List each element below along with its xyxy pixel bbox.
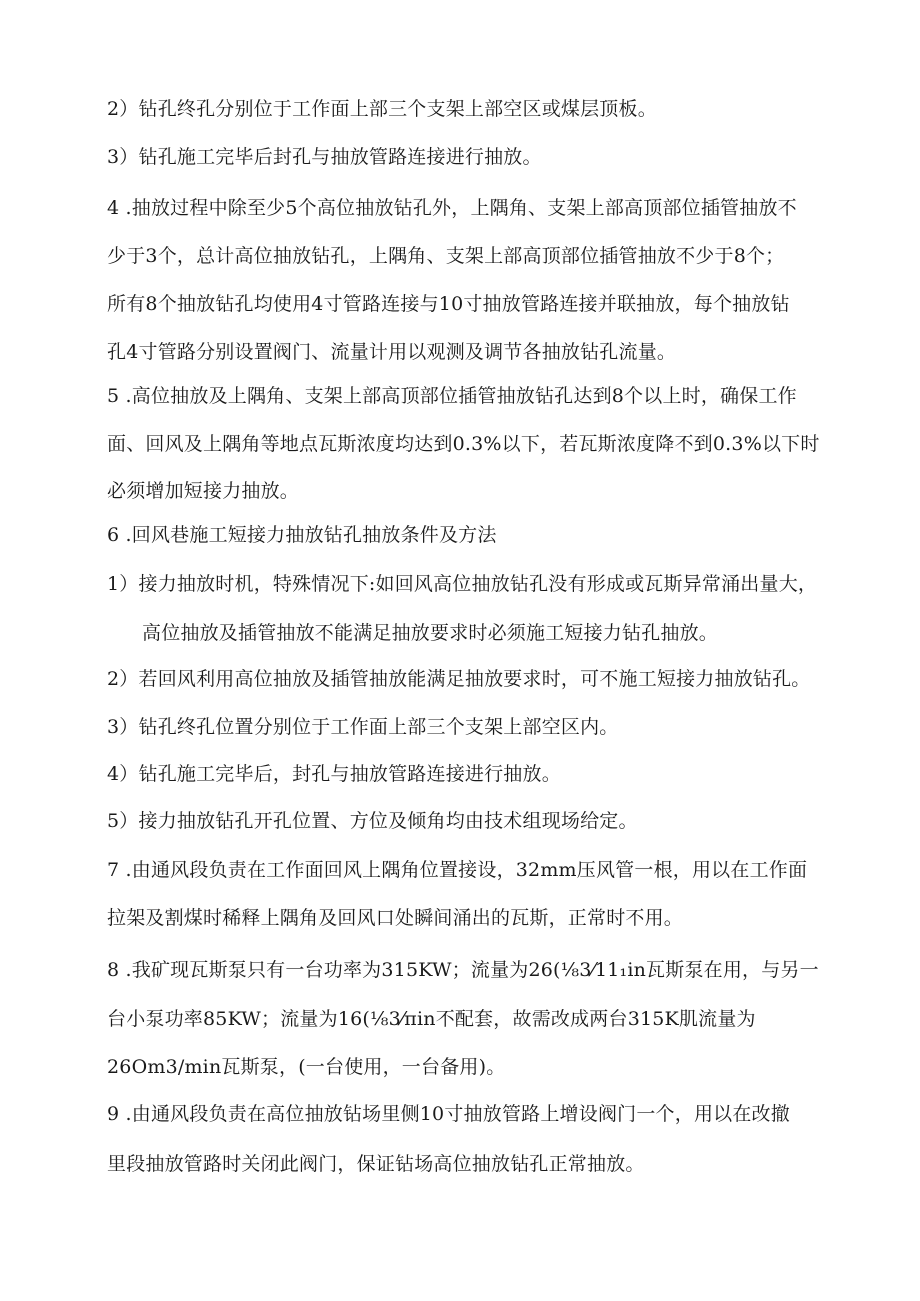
text-line-item5-line1: 5 .高位抽放及上隅角、支架上部高顶部位插管抽放钻孔达到8个以上时，确保工作 — [107, 385, 797, 407]
text-line-item8-line1: 8 .我矿现瓦斯泵只有一台功率为315KW；流量为26(⅛3⁄11₁in瓦斯泵在用，与另一 — [107, 959, 819, 981]
text-line-item4-line1: 4 .抽放过程中除至少5个高位抽放钻孔外，上隅角、支架上部高顶部位插管抽放不 — [107, 197, 797, 219]
text-line-item6-sub2: 2）若回风利用高位抽放及插管抽放能满足抽放要求时，可不施工短接力抽放钻孔。 — [107, 668, 811, 690]
text-line-item6-heading: 6 .回风巷施工短接力抽放钻孔抽放条件及方法 — [107, 524, 497, 546]
text-line-item4-line3: 所有8个抽放钻孔均使用4寸管路连接与10寸抽放管路连接并联抽放，每个抽放钻 — [107, 293, 790, 315]
text-line-item6-sub1-line2: 高位抽放及插管抽放不能满足抽放要求时必须施工短接力钻孔抽放。 — [142, 622, 719, 644]
text-line-item6-sub5: 5）接力抽放钻孔开孔位置、方位及倾角均由技术组现场给定。 — [107, 810, 638, 832]
text-line-item8-line2: 台小泵功率85KW；流量为16(⅛3⁄πin不配套，故需改成两台315K肌流量为 — [107, 1008, 756, 1030]
text-line-item5-line2: 面、回风及上隅角等地点瓦斯浓度均达到0.3%以下，若瓦斯浓度降不到0.3%以下时 — [107, 433, 820, 455]
text-line-item9-line1: 9 .由通风段负责在高位抽放钻场里侧10寸抽放管路上增设阀门一个，用以在改撤 — [107, 1103, 790, 1125]
text-line-item6-sub1-line1: 1）接力抽放时机，特殊情况下:如回风高位抽放钻孔没有形成或瓦斯异常涌出量大， — [107, 573, 818, 595]
text-line-item3-seal-connect: 3）钻孔施工完毕后封孔与抽放管路连接进行抽放。 — [107, 146, 542, 168]
text-line-item4-line4: 孔4寸管路分别设置阀门、流量计用以观测及调节各抽放钻孔流量。 — [107, 341, 677, 363]
text-line-item9-line2: 里段抽放管路时关闭此阀门，保证钻场高位抽放钻孔正常抽放。 — [107, 1153, 645, 1175]
text-line-item2-drill-terminal: 2）钻孔终孔分别位于工作面上部三个支架上部空区或煤层顶板。 — [107, 98, 657, 120]
text-line-item5-line3: 必须增加短接力抽放。 — [107, 480, 300, 502]
text-line-item6-sub3: 3）钻孔终孔位置分别位于工作面上部三个支架上部空区内。 — [107, 716, 619, 738]
text-line-item7-line1: 7 .由通风段负责在工作面回风上隅角位置接设，32mm压风管一根，用以在工作面 — [107, 859, 808, 881]
text-line-item4-line2: 少于3个，总计高位抽放钻孔，上隅角、支架上部高顶部位插管抽放不少于8个； — [107, 245, 785, 267]
text-line-item7-line2: 拉架及割煤时稀释上隅角及回风口处瞬间涌出的瓦斯，正常时不用。 — [107, 907, 684, 929]
text-line-item6-sub4: 4）钻孔施工完毕后，封孔与抽放管路连接进行抽放。 — [107, 763, 561, 785]
text-line-item8-line3: 26Om3/min瓦斯泵，(一台使用，一台备用)。 — [107, 1056, 506, 1078]
